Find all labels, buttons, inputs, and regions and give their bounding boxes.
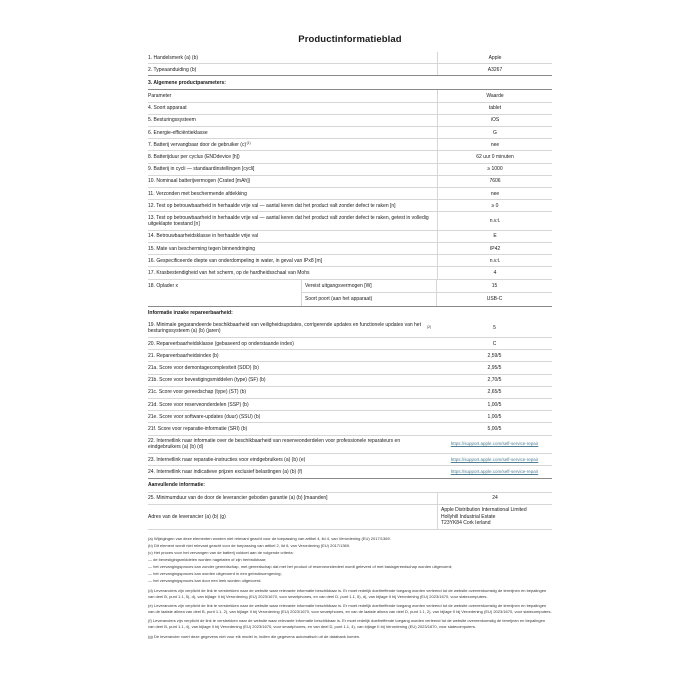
row-value: tablet <box>437 103 552 114</box>
row-label-text: 10. Nominaal batterijvermogen (Crated [mAh]) <box>148 178 251 185</box>
row-label: 7. Batterij vervangbaar door de gebruiker (c) (1) <box>148 141 251 148</box>
kv-row <box>148 212 552 230</box>
row-label-text: 5. Besturingssysteem <box>148 117 196 124</box>
row-label <box>148 505 437 529</box>
row-value: 7606 <box>437 176 552 187</box>
kv-row <box>148 139 552 151</box>
kv-row <box>148 52 552 64</box>
link-row <box>148 436 552 454</box>
kv-row <box>148 164 552 176</box>
charger-subrow <box>301 280 552 294</box>
footnote: (d) Leveranciers zijn verplicht de link te verstrekken naar de website waar relevante informatie beschikbaar is. Er moet redelijk doeltreffende toegang worden verleend tot de website overeenkomstig de termijnen en bepalingen van deel B, punt 1.1, 5), d), van bijlage II bij Verordening (EU) 2023/1670, voor smartphones, en van deel D, punt 1.1, 5), d), van bijlage II bij Verordening (EU) 2023/1670, voor slatecomputers. <box>148 588 547 599</box>
row-label-text: 2. Typeaanduiding (b) <box>148 66 197 73</box>
row-label-text: 13. Test op betrouwbaarheid in herhaalde vrije val — aantal keren dat het product valt zonder defect te raken, getest in volledig uitgeklapte toestand [n] <box>148 214 429 228</box>
kv-row <box>148 423 552 435</box>
address-line: Apple Distribution International Limited <box>441 507 527 514</box>
row-label-text: 9. Batterij in cycli — standaardinstellingen [cycli] <box>148 166 255 173</box>
address-line: T23YK84 Cork Ierland <box>441 520 491 527</box>
row-label-text: Adres van de leverancier (a) (b) (g) <box>148 513 226 520</box>
kv-row <box>148 127 552 139</box>
kv-row <box>148 188 552 200</box>
footnote: (g) De leverancier voert deze gegevens niet voor elk model in, indien die gegevens automatisch uit de databank komen. <box>148 633 361 639</box>
row-label-text: 21e. Score voor software-updates (duur) (SSU) (b) <box>148 413 261 420</box>
row-value: 24 <box>437 493 552 504</box>
footnote: (e) Leveranciers zijn verplicht de link te verstrekken naar de website waar relevante informatie beschikbaar is. Er moet redelijk doeltreffende toegang worden verleend tot de website overeenkomstig de termijnen en bepalingen van de laatste alinea van deel B, punt 1.1, 2), van bijlage II bij Verordening (EU) 2023/1670, voor smartphones, en van de laatste alinea van deel D, punt 1.1, 2), van bijlage II bij Verordening (EU) 2023/1670, voor slatecomputers. <box>148 603 552 614</box>
kv-row <box>148 399 552 411</box>
row-label <box>148 399 437 410</box>
address-row <box>148 505 552 530</box>
charger-subrow <box>301 293 552 306</box>
row-label-text: 1. Handelsmerk (a) (b) <box>148 54 199 61</box>
product-information-sheet <box>148 34 552 641</box>
row-value: E <box>437 231 552 242</box>
row-label-text: 21f. Score voor reparatie-informatie (SRI) (b) <box>148 425 248 432</box>
row-label: 19. Minimale gegarandeerde beschikbaarheid van veiligheidsupdates, corrigerende updates en functionele updates van het besturingssysteem (a) (b) (jaren) (2) <box>148 322 431 335</box>
row-label <box>148 375 437 386</box>
kv-row <box>148 151 552 163</box>
product-table <box>148 52 552 530</box>
row-label <box>148 350 437 361</box>
row-label-text: 11. Verzonden met beschermende afdekking <box>148 190 247 197</box>
section-header: Aanvullende informatie: <box>148 479 552 493</box>
kv-row <box>148 64 552 76</box>
row-label <box>148 90 437 101</box>
row-label-text: 16. Gespecificeerde diepte van onderdompeling in water, in geval van IPx8 [m] <box>148 257 322 264</box>
kv-row <box>148 320 552 338</box>
row-value: C <box>492 340 497 347</box>
row-value: G <box>437 127 552 138</box>
kv-row <box>148 411 552 423</box>
row-value <box>437 454 552 465</box>
section-header: 3. Algemene productparameters: <box>148 76 552 90</box>
kv-row <box>148 243 552 255</box>
row-value: nee <box>437 188 552 199</box>
row-label-text: 7. Batterij vervangbaar door de gebruiker (c) <box>148 141 247 148</box>
row-label-text: 12. Test op betrouwbaarheid in herhaalde vrije val — aantal keren dat het product valt zonder defect te raken [n] <box>148 202 396 209</box>
row-label-text: 21a. Score voor demontagecomplexiteit (SDD) (b) <box>148 364 259 371</box>
row-label <box>148 212 437 229</box>
row-label-text: 14. Betrouwbaarheidsklasse in herhaalde vrije val <box>148 233 259 240</box>
kv-row <box>148 103 552 115</box>
footnote: (c) Het proces voor het vervangen van de batterij voldoet aan de volgende criteria: <box>148 550 294 556</box>
row-value: 62 uur 0 minuten <box>437 151 552 162</box>
row-value: ≥ 0 <box>437 200 552 211</box>
row-value: n.v.t. <box>437 255 552 266</box>
row-value: Apple <box>437 52 552 63</box>
row-value: 1,00/5 <box>487 401 502 408</box>
footnote: — het vervangingsproces kan door een leek worden uitgevoerd. <box>148 578 262 584</box>
row-label <box>148 115 437 126</box>
row-label <box>148 64 437 75</box>
row-label <box>148 493 437 504</box>
row-value: n.v.t. <box>437 212 552 229</box>
kv-row <box>148 255 552 267</box>
row-value: nee <box>437 139 552 150</box>
row-label <box>148 411 437 422</box>
charger-row <box>148 280 552 307</box>
row-label-text: 22. Internetlink naar informatie over de beschikbaarheid van reserveonderdelen voor professionele reparateurs en eindgebruikers (a) (b) (d) <box>148 438 401 451</box>
row-label <box>148 362 437 373</box>
kv-row <box>148 200 552 212</box>
row-label <box>148 231 437 242</box>
kv-row <box>148 176 552 188</box>
footnote: — het vervangingsproces kan worden uitgevoerd in een gebruiksomgeving; <box>148 571 282 577</box>
footnote: — het vervangingsproces kan zonder gereedschap, met gereedschap dat met het product of reserveonderdeel wordt geleverd of met basisgereedschap worden uitgevoerd; <box>148 564 453 570</box>
kv-row <box>148 115 552 127</box>
row-value: ≥ 1000 <box>437 164 552 175</box>
charger-label: 18. Oplader x <box>148 283 179 290</box>
row-label-text: 15. Mate van bescherming tegen binnendringing <box>148 245 256 252</box>
footnote: — de bevestigingsmiddelen worden nagelaten of zijn herbruikbaar; <box>148 557 267 563</box>
row-label <box>148 176 437 187</box>
row-label-text: 6. Energie-efficiëntieklasse <box>148 129 208 136</box>
row-label-text: 8. Batterijduur per cyclus (ENDdevice [h]) <box>148 153 240 160</box>
row-label <box>148 423 437 434</box>
row-label-text: 21b. Score voor bevestigingsmiddelen (type) (SF) (b) <box>148 377 266 384</box>
row-label <box>148 454 437 465</box>
row-value: 1,00/5 <box>487 413 502 420</box>
repair-info-link[interactable]: https://support.apple.com/self-service-repair <box>450 456 539 462</box>
charger-subrow-label: Vereist uitgangsvermogen [W] <box>305 282 372 289</box>
row-value <box>437 505 552 529</box>
kv-row <box>148 493 552 505</box>
row-value: 5,00/5 <box>487 425 502 432</box>
row-label-text: 17. Krasbestendigheid van het scherm, op de hardheidsschaal van Mohs <box>148 269 310 276</box>
row-value: iOS <box>437 115 552 126</box>
row-value: 2,59/5 <box>487 352 502 359</box>
row-value: IP42 <box>437 243 552 254</box>
row-value <box>437 436 552 453</box>
row-label-text: 25. Minimumduur van de door de leverancier geboden garantie (a) (b) [maanden] <box>148 495 328 501</box>
row-label-text: 21c. Score voor gereedschap (type) (ST) (b) <box>148 389 247 396</box>
charger-subrow-value: USB-C <box>436 293 552 306</box>
row-label <box>148 127 437 138</box>
row-label <box>148 255 437 266</box>
row-label <box>148 188 437 199</box>
row-label-text: 24. Internetlink naar indicatieve prijzen exclusief belastingen (a) (b) (f) <box>148 468 303 475</box>
row-label <box>148 52 437 63</box>
row-label-text: 20. Repareerbaarheidsklasse (gebaseerd op onderstaande index) <box>148 340 294 347</box>
footnotes <box>148 536 552 639</box>
row-label <box>148 103 437 114</box>
row-label-text: 21. Repareerbaarheidsindex (b) <box>148 352 219 359</box>
row-label <box>148 387 437 398</box>
kv-row <box>148 231 552 243</box>
section-header: Informatie inzake repareerbaarheid: <box>148 310 233 317</box>
row-value: 2,65/5 <box>487 389 502 396</box>
row-label-text: Parameter <box>148 92 172 99</box>
kv-row <box>148 267 552 279</box>
row-value: 2,95/5 <box>487 364 502 371</box>
charger-subrow-value: 15 <box>436 280 552 293</box>
kv-row <box>148 375 552 387</box>
kv-row <box>148 362 552 374</box>
charger-subtable <box>301 280 552 306</box>
footnote: (b) Dit element wordt niet relevant geacht voor de toepassing van artikel 2, lid 6, van Verordening (EU) 2017/1369. <box>148 543 351 549</box>
row-label <box>148 267 437 278</box>
kv-row <box>148 338 552 350</box>
row-label <box>148 200 437 211</box>
page-title: Productinformatieblad <box>298 34 402 45</box>
row-value: 4 <box>437 267 552 278</box>
row-value <box>437 466 552 477</box>
kv-row <box>148 350 552 362</box>
row-value: Waarde <box>437 90 552 101</box>
row-label <box>148 243 437 254</box>
footnote: (f) Leveranciers zijn verplicht de link te verstrekken naar de website waar relevante informatie beschikbaar is. Er moet redelijk doeltreffende toegang worden verleend tot de website overeenkomstig de termijnen en bepalingen van deel B, punt 1.1, 4), van bijlage II bij Verordening (EU) 2023/1670, voor smartphones, en van deel D, punt 1.1, 4), van bijlage II bij Verordening (EU) 2023/1670, voor slatecomputers. <box>148 618 546 629</box>
row-value: A3267 <box>437 64 552 75</box>
row-label-text: 21d. Score voor reserveonderdelen (SSP) (b) <box>148 401 249 408</box>
row-label <box>148 338 437 349</box>
row-label <box>148 164 437 175</box>
charger-subrow-label: Soort poort (aan het apparaat) <box>305 296 373 303</box>
repair-info-link[interactable]: https://support.apple.com/self-service-repair <box>450 441 539 447</box>
address-line: Hollyhill Industrial Estate <box>441 513 496 520</box>
row-value: 2,70/5 <box>487 377 502 384</box>
row-label <box>148 436 437 453</box>
kv-row <box>148 90 552 102</box>
repair-info-link[interactable]: https://support.apple.com/self-service-repair <box>450 468 539 474</box>
link-row <box>148 466 552 478</box>
row-value: 5 <box>493 325 496 332</box>
link-row <box>148 454 552 466</box>
row-label-text: 4. Soort apparaat <box>148 105 187 112</box>
row-label <box>148 466 437 477</box>
kv-row <box>148 387 552 399</box>
footnote: (a) Wijzigingen van deze elementen worden niet relevant geacht voor de toepassing van artikel 4, lid 4, van Verordening (EU) 2017/1369. <box>148 535 391 541</box>
row-label-text: 19. Minimale gegarandeerde beschikbaarheid van veiligheidsupdates, corrigerende updates en functionele updates van het besturingssysteem (a) (b) (jaren) <box>148 322 421 335</box>
row-label-text: 23. Internetlink naar reparatie-instructies voor eindgebruikers (a) (b) (e) <box>148 456 306 463</box>
row-label <box>148 151 437 162</box>
